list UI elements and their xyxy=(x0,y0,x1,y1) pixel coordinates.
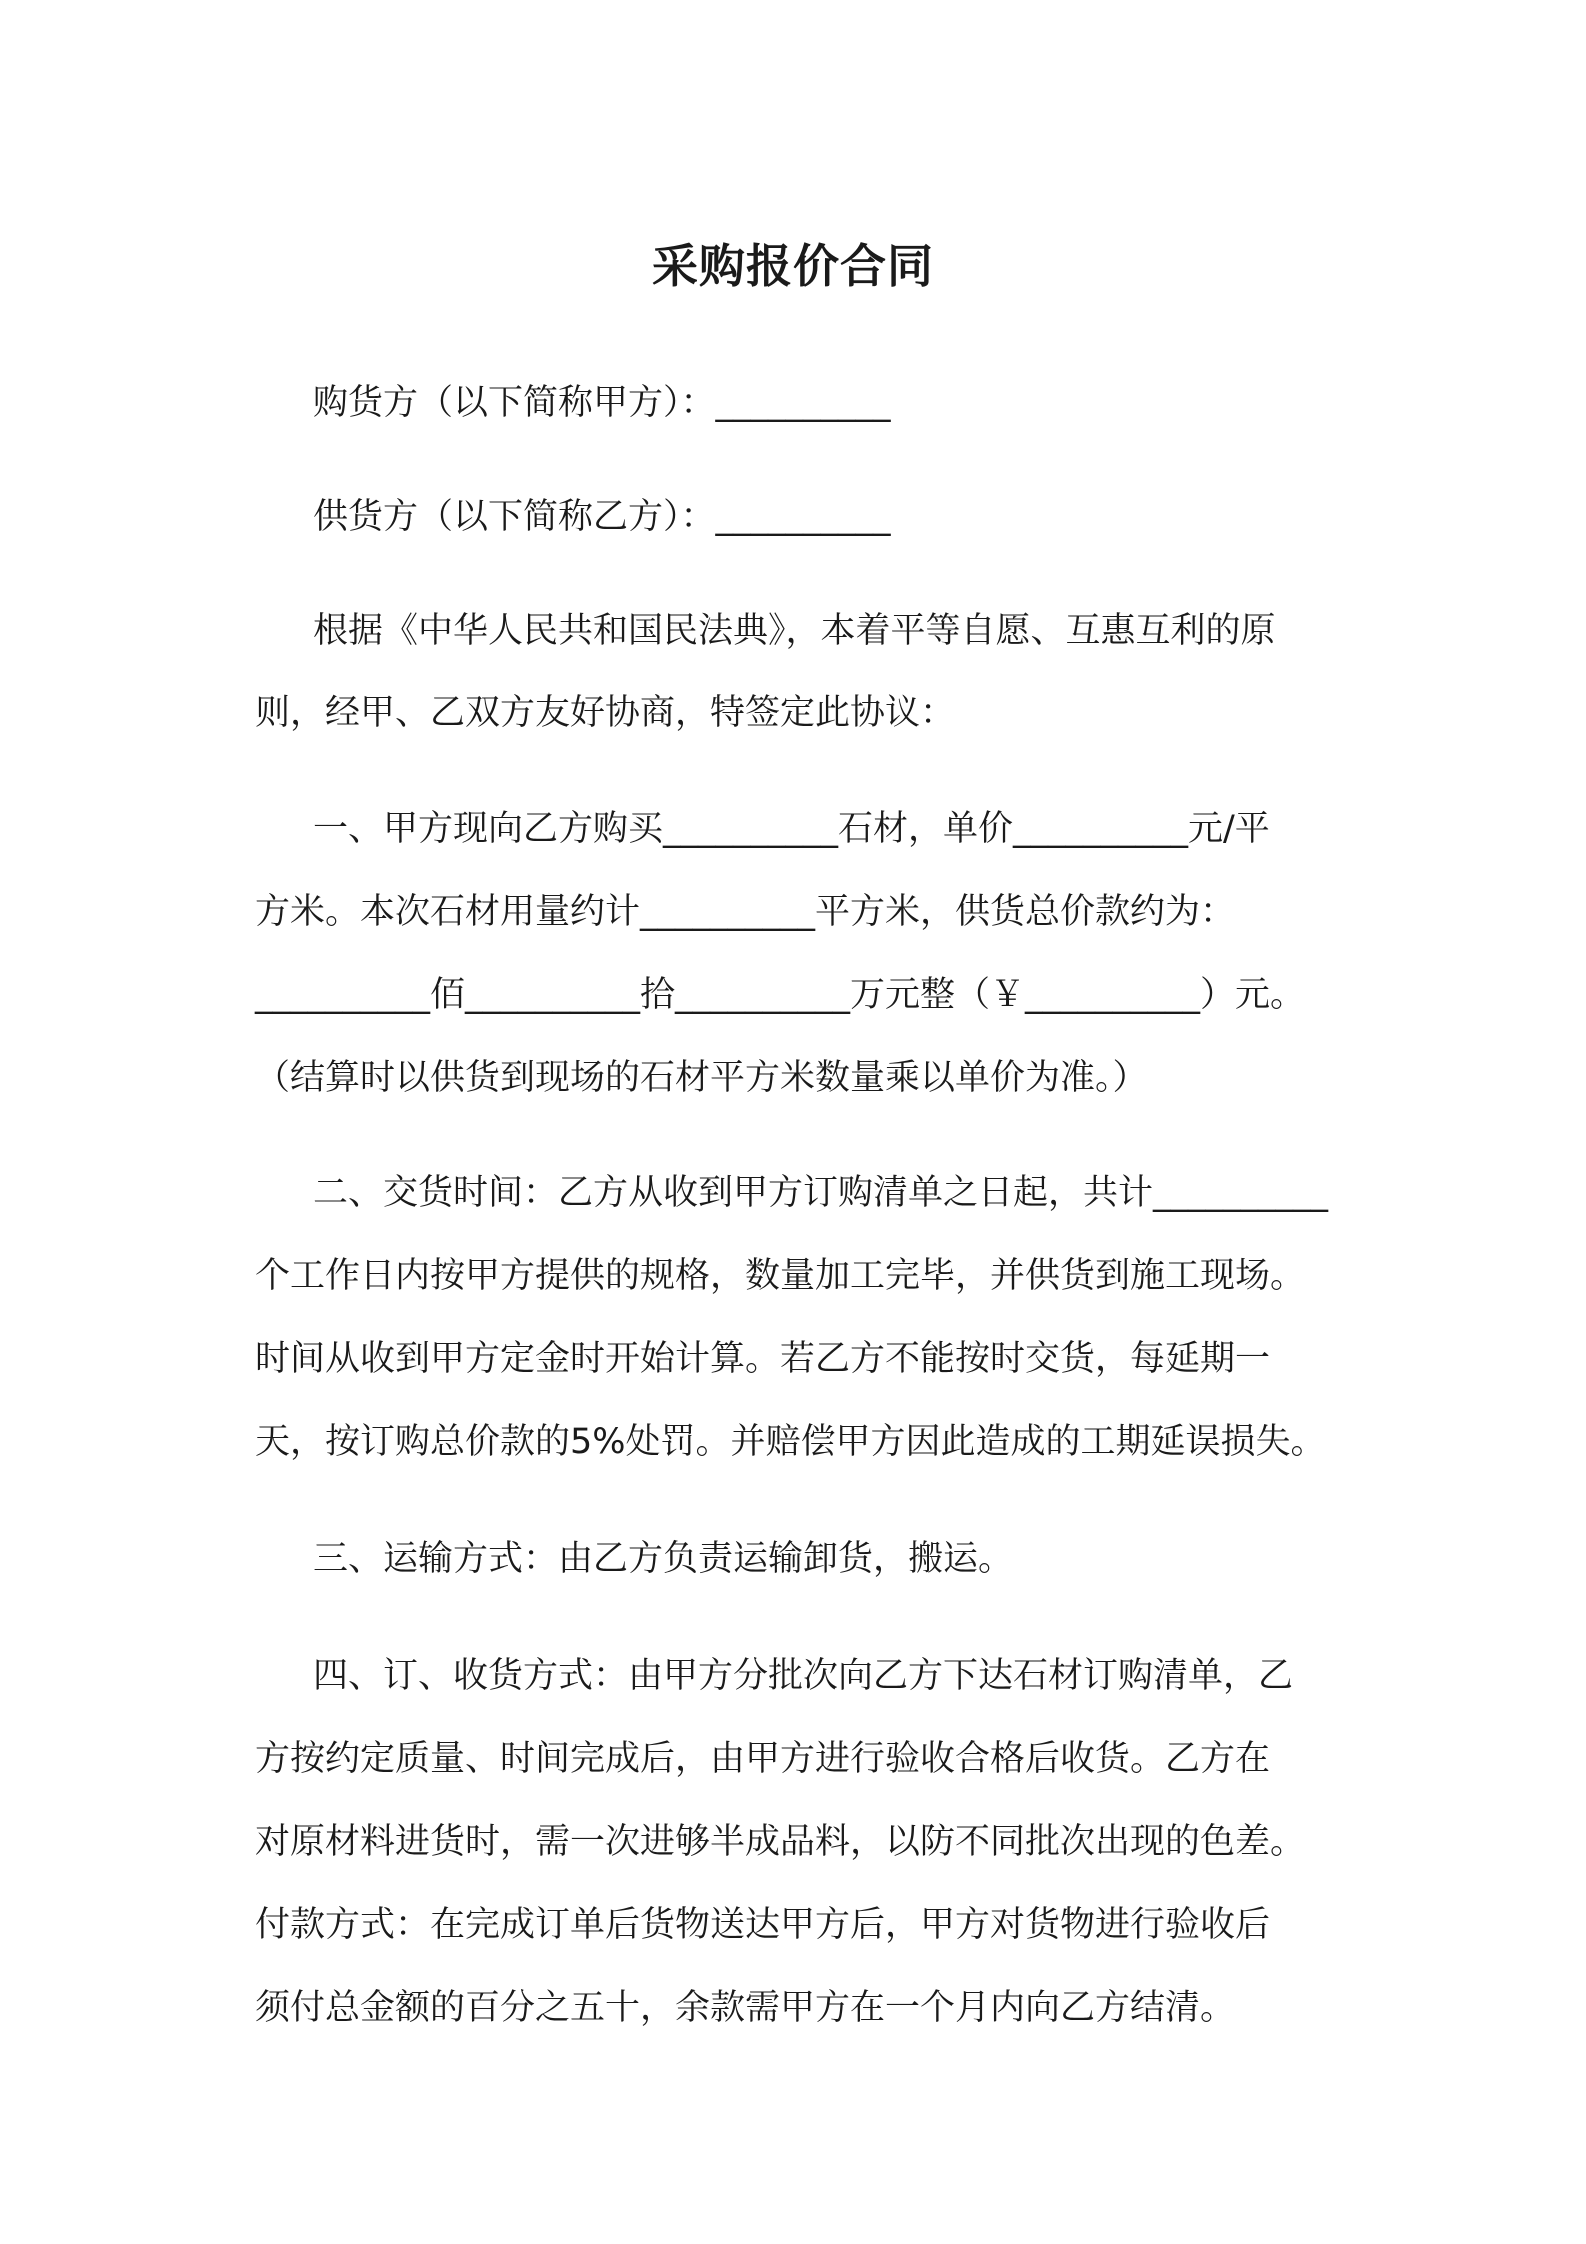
clause1-line-4: （结算时以供货到现场的石材平方米数量乘以单价为准。） xyxy=(255,1058,1148,1098)
clause2-line-4: 天，按订购总价款的5%处罚。并赔偿甲方因此造成的工期延误损失。 xyxy=(255,1422,1326,1462)
clause1-line-2: 方米。本次石材用量约计__________平方米，供货总价款约为： xyxy=(255,892,1236,932)
party-b-line: 供货方（以下简称乙方）：__________ xyxy=(313,497,891,537)
clause3-line: 三、运输方式：由乙方负责运输卸货，搬运。 xyxy=(313,1539,1014,1579)
page-title: 采购报价合同 xyxy=(652,239,934,293)
clause4-line-4: 付款方式：在完成订单后货物送达甲方后，甲方对货物进行验收后 xyxy=(255,1905,1271,1945)
clause2-line-1: 二、交货时间：乙方从收到甲方订购清单之日起，共计__________ xyxy=(313,1173,1329,1213)
clause4-line-5: 须付总金额的百分之五十，余款需甲方在一个月内向乙方结清。 xyxy=(255,1988,1236,2028)
intro-line-1: 根据《中华人民共和国民法典》，本着平等自愿、互惠互利的原 xyxy=(313,611,1276,651)
clause1-line-1: 一、甲方现向乙方购买__________石材，单价__________元/平 xyxy=(313,809,1270,849)
clause4-line-3: 对原材料进货时，需一次进够半成品料，以防不同批次出现的色差。 xyxy=(255,1822,1306,1862)
intro-line-2: 则，经甲、乙双方友好协商，特签定此协议： xyxy=(255,693,956,733)
clause4-line-2: 方按约定质量、时间完成后，由甲方进行验收合格后收货。乙方在 xyxy=(255,1739,1271,1779)
clause4-line-1: 四、订、收货方式：由甲方分批次向乙方下达石材订购清单，乙 xyxy=(313,1656,1294,1696)
clause1-line-3: __________佰__________拾__________万元整（￥__________）元。 xyxy=(255,975,1306,1015)
party-a-line: 购货方（以下简称甲方）：__________ xyxy=(313,383,891,423)
clause2-line-2: 个工作日内按甲方提供的规格，数量加工完毕，并供货到施工现场。 xyxy=(255,1256,1306,1296)
clause2-line-3: 时间从收到甲方定金时开始计算。若乙方不能按时交货，每延期一 xyxy=(255,1339,1271,1379)
